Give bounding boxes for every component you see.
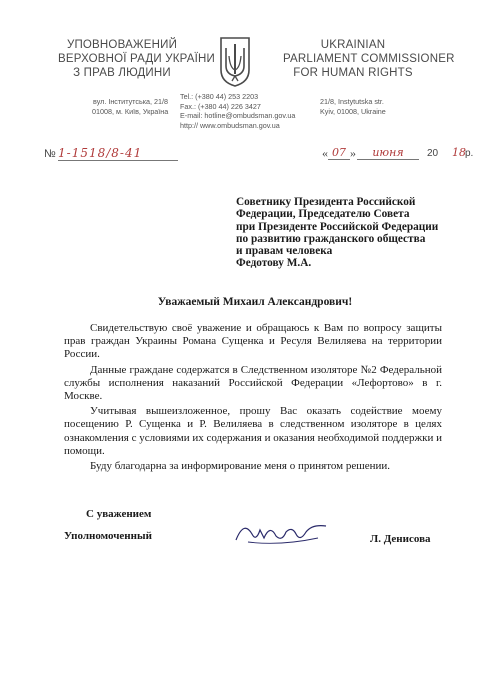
year-abbreviation: р. <box>465 148 474 159</box>
paragraph: Буду благодарна за информирование меня о принятом решении. <box>90 460 391 473</box>
addressee-block: Советнику Президента Российской Федерации, Председателю Совета при Президенте Российской Федерации по развитию гражданского общества и правам человека Федотову М.А. <box>236 196 439 270</box>
date-day: 07 <box>328 146 350 160</box>
date-month: июня <box>357 146 419 160</box>
closing-phrase: С уважением <box>86 508 152 520</box>
number-sign: № <box>44 148 56 160</box>
paragraph: Учитывая вышеизложенное, прошу Вас оказать содействие моему посещению Р. Сущенка и Р. Велиляева в следственном изоляторе в целях ознакомления с условиями их содержания и оказания необходимой поддержки и помощи. <box>64 405 443 457</box>
date-year-suffix: 18 <box>452 146 466 159</box>
address-ukrainian: вул. Інститутська, 21/8 01008, м. Київ, Україна <box>92 97 169 116</box>
outgoing-number: 1-1518/8-41 <box>58 146 178 161</box>
letterhead-ukrainian-title: УПОВНОВАЖЕНИЙ ВЕРХОВНОЇ РАДИ УКРАЇНИ З ПРАВ ЛЮДИНИ <box>58 39 215 79</box>
handwritten-signature <box>230 512 330 552</box>
signatory-name: Л. Денисова <box>370 533 431 545</box>
signatory-position: Уполномоченный <box>64 530 152 542</box>
date-year-prefix: 20 <box>427 148 439 159</box>
registration-line: № 1-1518/8-41 « 07 » июня 20 18 р. <box>44 146 474 160</box>
letterhead-english-title: UKRAINIAN PARLIAMENT COMMISSIONER FOR HUMAN RIGHTS <box>283 39 455 79</box>
letter-body <box>64 322 442 475</box>
salutation: Уважаемый Михаил Александрович! <box>157 296 353 308</box>
paragraph: Свидетельствую своё уважение и обращаюсь к Вам по вопросу защиты прав граждан Украины Романа Сущенка и Ресуля Велиляева на территории России. <box>64 322 442 361</box>
address-english: 21/8, Instytutska str. Kyiv, 01008, Ukraine <box>320 97 386 116</box>
contact-info: Tel.: (+380 44) 253 2203 Fax.: (+380 44) 226 3427 E-mail: hotline@ombudsman.gov.ua http:// www.ombudsman.gov.ua <box>180 92 296 130</box>
coat-of-arms-icon <box>218 36 252 88</box>
paragraph: Данные граждане содержатся в Следственном изоляторе №2 Федеральной службы исполнения наказаний Российской Федерации «Лефортово» в г. Москве. <box>64 363 442 403</box>
